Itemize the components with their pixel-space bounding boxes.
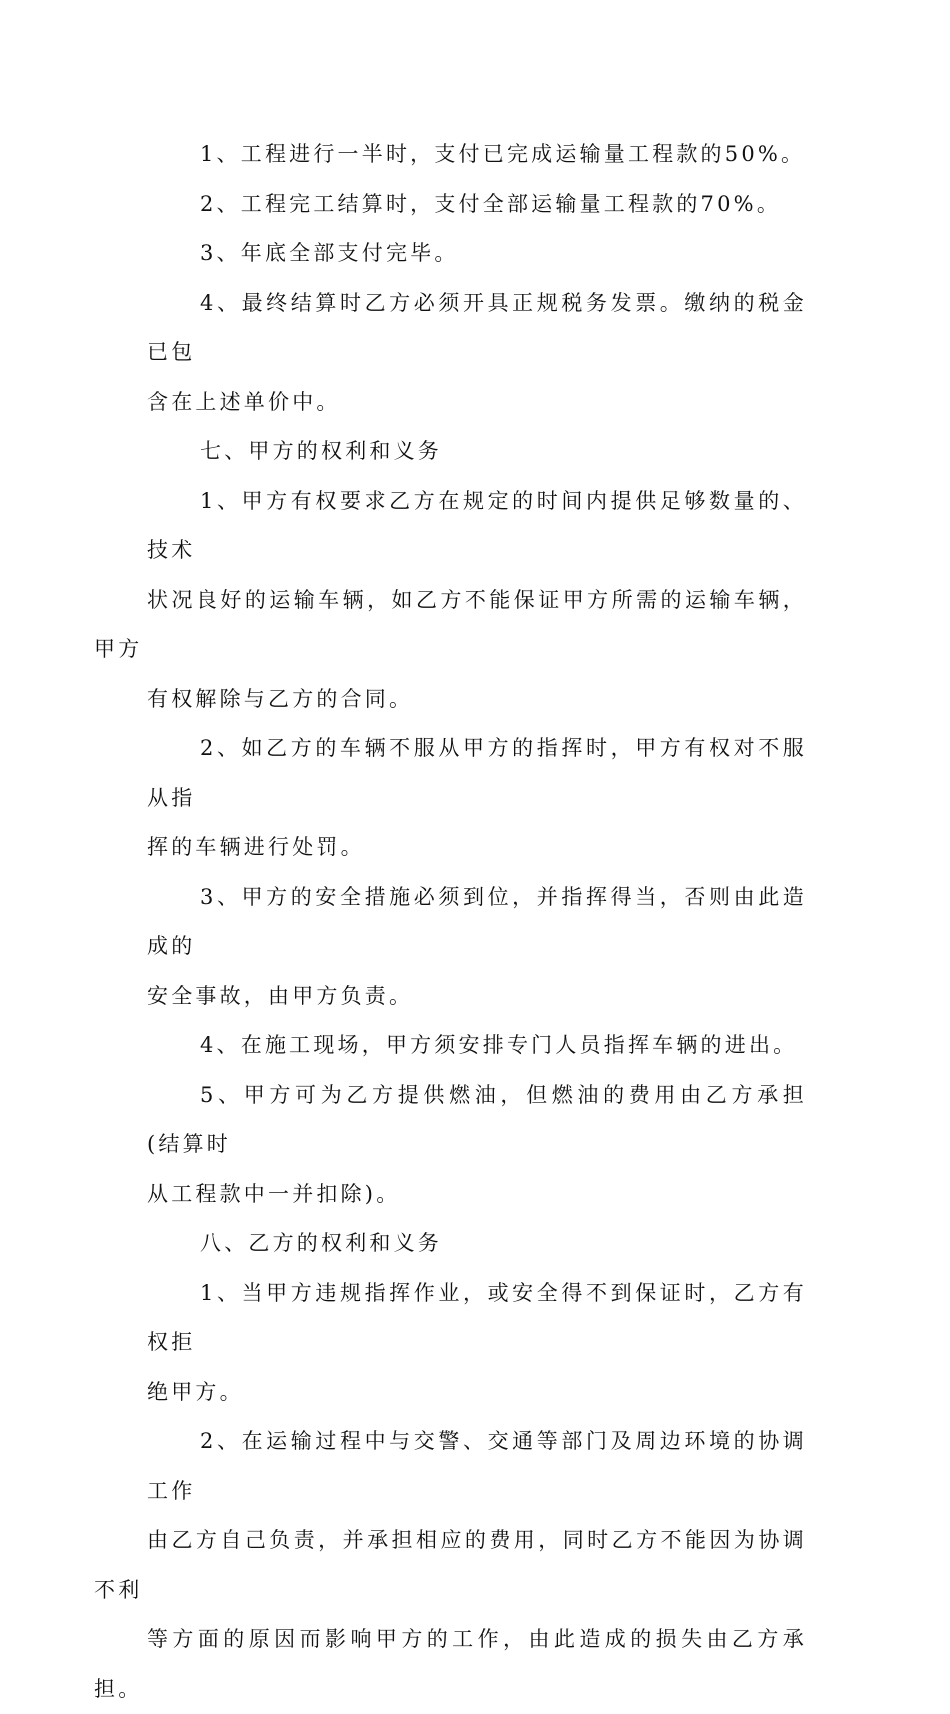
party-a-clause-5 — [147, 1071, 807, 1220]
text-line: 挥的车辆进行处罚。 — [147, 835, 365, 859]
party-b-clause-1 — [147, 1269, 807, 1418]
text-line: 2、在运输过程中与交警、交通等部门及周边环境的协调工作 — [147, 1429, 807, 1503]
text-line: 5、甲方可为乙方提供燃油，但燃油的费用由乙方承担(结算时 — [147, 1082, 807, 1156]
text-line: 1、当甲方违规指挥作业，或安全得不到保证时，乙方有权拒 — [147, 1280, 807, 1354]
party-a-clause-3 — [147, 873, 807, 1022]
text-line: 等方面的原因而影响甲方的工作，由此造成的损失由乙方承担。 — [94, 1627, 807, 1701]
document-body — [94, 130, 807, 1714]
party-a-clause-2 — [147, 724, 807, 873]
text-line: 4、最终结算时乙方必须开具正规税务发票。缴纳的税金已包 — [147, 290, 807, 364]
party-a-clause-4 — [147, 1021, 807, 1071]
payment-term-4 — [147, 279, 807, 428]
text-line: 2、如乙方的车辆不服从甲方的指挥时，甲方有权对不服从指 — [147, 736, 807, 810]
section-heading-party-a — [147, 427, 807, 477]
text-line: 八、乙方的权利和义务 — [200, 1231, 442, 1255]
text-line: 七、甲方的权利和义务 — [200, 439, 442, 463]
text-line: 1、工程进行一半时，支付已完成运输量工程款的50%。 — [200, 142, 806, 166]
section-heading-party-b — [147, 1219, 807, 1269]
text-line: 1、甲方有权要求乙方在规定的时间内提供足够数量的、技术 — [147, 488, 807, 562]
text-line: 3、甲方的安全措施必须到位，并指挥得当，否则由此造成的 — [147, 884, 807, 958]
text-line: 2、工程完工结算时，支付全部运输量工程款的70%。 — [200, 191, 782, 216]
payment-term-2 — [147, 180, 807, 230]
text-line: 安全事故，由甲方负责。 — [147, 983, 414, 1008]
text-line: 4、在施工现场，甲方须安排专门人员指挥车辆的进出。 — [200, 1033, 798, 1057]
text-line: 含在上述单价中。 — [147, 389, 341, 414]
party-b-clause-2 — [94, 1417, 807, 1714]
text-line: 绝甲方。 — [147, 1379, 244, 1404]
payment-term-3 — [147, 229, 807, 279]
text-line: 有权解除与乙方的合同。 — [147, 686, 414, 711]
text-line: 从工程款中一并扣除)。 — [147, 1181, 401, 1206]
text-line: 由乙方自己负责，并承担相应的费用，同时乙方不能因为协调不利 — [94, 1528, 807, 1602]
text-line: 状况良好的运输车辆，如乙方不能保证甲方所需的运输车辆，甲方 — [94, 587, 807, 661]
party-a-clause-1 — [94, 477, 807, 725]
text-line: 3、年底全部支付完毕。 — [200, 241, 459, 265]
payment-term-1 — [147, 130, 807, 180]
